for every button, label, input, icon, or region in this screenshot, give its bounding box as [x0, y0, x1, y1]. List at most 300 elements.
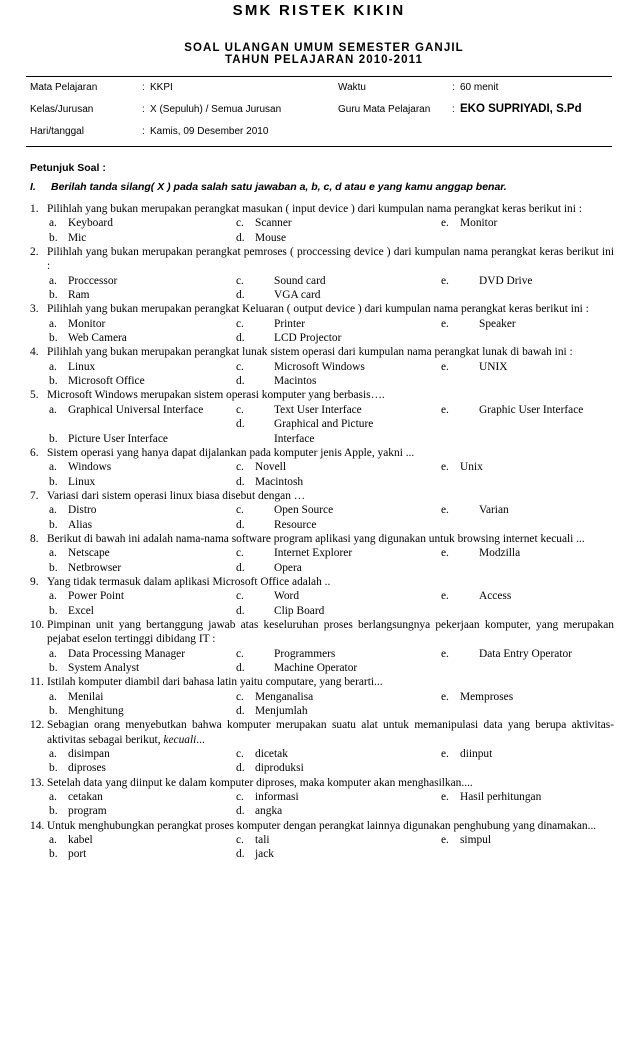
answer-option-d[interactable] — [236, 804, 283, 818]
question-list — [30, 202, 614, 862]
option-letter: e. — [441, 360, 449, 373]
answer-option-c[interactable] — [236, 833, 270, 847]
question-item — [30, 202, 614, 245]
answer-option-b[interactable] — [49, 231, 87, 245]
instructions-title: Petunjuk Soal : — [30, 162, 106, 174]
question-text — [47, 489, 614, 503]
answer-option-d[interactable] — [236, 475, 304, 489]
option-text: Sound card — [274, 274, 326, 287]
question-item — [30, 302, 614, 345]
option-text: Varian — [479, 504, 509, 517]
option-letter: d. — [236, 418, 245, 431]
answer-option-d[interactable] — [236, 561, 302, 575]
answer-option-c[interactable] — [236, 589, 300, 603]
question-line — [30, 675, 614, 689]
option-letter: e. — [441, 748, 449, 761]
answer-option-d[interactable] — [236, 704, 308, 718]
answer-option-c[interactable] — [236, 317, 306, 331]
question-text — [47, 388, 614, 402]
question-line — [30, 202, 614, 216]
answer-option-a[interactable] — [49, 790, 103, 804]
question-number: 14. — [30, 819, 45, 832]
option-letter: e. — [441, 547, 449, 560]
answer-option-b[interactable] — [49, 847, 87, 861]
option-text: disimpan — [68, 748, 110, 761]
answer-option-e[interactable] — [441, 460, 483, 474]
colon: : — [452, 82, 455, 93]
question-line — [30, 776, 614, 790]
option-letter: c. — [236, 690, 244, 703]
option-letter: b. — [49, 475, 58, 488]
question-text — [47, 345, 614, 359]
option-text: Speaker — [479, 317, 516, 330]
question-item — [30, 675, 614, 718]
answer-option-e[interactable] — [441, 216, 498, 230]
class-value: X (Sepuluh) / Semua Jurusan — [150, 104, 282, 115]
option-letter: c. — [236, 274, 244, 287]
option-text: Picture User Interface — [68, 432, 168, 445]
answer-option-b[interactable] — [49, 331, 127, 345]
class-label: Kelas/Jurusan — [30, 104, 94, 115]
answer-option-c[interactable] — [236, 647, 336, 661]
option-text: Graphical and Picture Interface — [274, 418, 374, 445]
option-letter: e. — [441, 834, 449, 847]
option-letter: e. — [441, 461, 449, 474]
option-letter: a. — [49, 690, 57, 703]
option-letter: c. — [236, 360, 244, 373]
answer-option-a[interactable] — [49, 503, 97, 517]
option-text: informasi — [255, 791, 299, 804]
question-text — [47, 302, 614, 316]
question-number: 5. — [30, 389, 39, 402]
answer-option-b[interactable] — [49, 661, 140, 675]
answer-option-b[interactable] — [49, 288, 90, 302]
answer-option-a[interactable] — [49, 589, 125, 603]
answer-option-a[interactable] — [49, 216, 113, 230]
option-text: Linux — [68, 475, 96, 488]
answer-option-d[interactable] — [236, 288, 321, 302]
option-letter: c. — [236, 748, 244, 761]
option-text: Access — [479, 590, 512, 603]
question-text-main: Sistem operasi yang hanya dapat dijalankan pada komputer jenis Apple, yakni ... — [47, 446, 415, 459]
colon: : — [142, 126, 145, 137]
option-letter: e. — [441, 217, 449, 230]
option-text: Data Processing Manager — [68, 647, 186, 660]
answer-options — [30, 589, 614, 618]
answer-option-e[interactable] — [441, 589, 512, 603]
option-text: diproduksi — [255, 762, 304, 775]
answer-option-e[interactable] — [441, 833, 492, 847]
answer-option-e[interactable] — [441, 790, 542, 804]
question-text-main: Untuk menghubungkan perangkat proses komputer dengan perangkat lainnya digunakan penghubung yang dinamakan... — [47, 819, 597, 832]
question-text-emphasis: kecuali — [163, 733, 197, 746]
option-text: Text User Interface — [274, 403, 362, 416]
question-text-main: Pimpinan unit yang bertanggung jawab atas keseluruhan proses berlangsungnya pekerjaan komputer, yang merupakan pejabat eselon tertinggi dibidang IT : — [47, 618, 614, 646]
answer-option-d[interactable] — [236, 661, 358, 675]
question-text — [47, 618, 614, 647]
option-text: Excel — [68, 604, 94, 617]
option-text: Macintos — [274, 375, 317, 388]
option-letter: c. — [236, 834, 244, 847]
option-letter: a. — [49, 791, 57, 804]
option-text: Microsoft Windows — [274, 360, 365, 373]
option-text: LCD Projector — [274, 332, 342, 345]
option-text: Clip Board — [274, 604, 325, 617]
time-value: 60 menit — [460, 82, 499, 93]
answer-options — [30, 690, 614, 719]
option-text: kabel — [68, 834, 93, 847]
answer-option-a[interactable] — [49, 833, 93, 847]
answer-option-a[interactable] — [49, 274, 118, 288]
option-letter: d. — [236, 848, 245, 861]
option-letter: d. — [236, 705, 245, 718]
instruction-line — [30, 181, 507, 193]
header-divider-top — [26, 76, 612, 77]
option-text: Monitor — [68, 317, 106, 330]
answer-option-c[interactable] — [236, 790, 299, 804]
question-text — [47, 776, 614, 790]
answer-option-e[interactable] — [441, 647, 572, 661]
option-letter: c. — [236, 647, 244, 660]
question-line — [30, 575, 614, 589]
answer-option-d[interactable] — [236, 604, 325, 618]
option-text: cetakan — [68, 791, 103, 804]
question-text-main: Berikut di bawah ini adalah nama-nama software program aplikasi yang digunakan untuk browsing internet kecuali ... — [47, 532, 585, 545]
question-line — [30, 489, 614, 503]
answer-option-d[interactable] — [236, 231, 287, 245]
option-text: Hasil perhitungan — [460, 791, 542, 804]
question-line — [30, 618, 614, 647]
option-letter: e. — [441, 791, 449, 804]
answer-options — [30, 790, 614, 819]
answer-options — [30, 403, 614, 446]
answer-option-b[interactable] — [49, 374, 145, 388]
question-item — [30, 388, 614, 445]
colon: : — [142, 82, 145, 93]
option-text: Open Source — [274, 504, 334, 517]
answer-option-d[interactable] — [236, 518, 317, 532]
answer-options — [30, 216, 614, 245]
option-letter: c. — [236, 547, 244, 560]
answer-option-c[interactable] — [236, 690, 314, 704]
answer-options — [30, 833, 614, 862]
option-text: Data Entry Operator — [479, 647, 572, 660]
answer-option-c[interactable] — [236, 216, 292, 230]
answer-option-a[interactable] — [49, 360, 96, 374]
option-letter: b. — [49, 848, 58, 861]
option-letter: d. — [236, 662, 245, 675]
colon: : — [142, 104, 145, 115]
answer-option-c[interactable] — [236, 403, 362, 417]
teacher-value: EKO SUPRIYADI, S.Pd — [460, 103, 582, 115]
option-text: Proccessor — [68, 274, 118, 287]
answer-option-d[interactable] — [236, 331, 342, 345]
teacher-label: Guru Mata Pelajaran — [338, 104, 431, 115]
option-text: Internet Explorer — [274, 547, 353, 560]
option-text: DVD Drive — [479, 274, 533, 287]
colon: : — [452, 104, 455, 115]
option-letter: b. — [49, 705, 58, 718]
answer-options — [30, 274, 614, 303]
question-line — [30, 446, 614, 460]
question-number: 2. — [30, 246, 39, 259]
option-text: diproses — [68, 762, 106, 775]
question-text — [47, 675, 614, 689]
answer-option-b[interactable] — [49, 804, 107, 818]
question-text — [47, 575, 614, 589]
option-letter: e. — [441, 647, 449, 660]
question-number: 11. — [30, 676, 44, 689]
instruction-text: Berilah tanda silang( X ) pada salah satu jawaban a, b, c, d atau e yang kamu anggap benar. — [51, 181, 507, 193]
exam-title-block — [0, 42, 638, 66]
question-text-main: Setelah data yang diinput ke dalam komputer diproses, maka komputer akan menghasilkan.... — [47, 776, 473, 789]
question-number: 13. — [30, 776, 45, 789]
question-line — [30, 345, 614, 359]
option-text: Alias — [68, 518, 93, 531]
answer-option-a[interactable] — [49, 546, 110, 560]
option-letter: d. — [236, 561, 245, 574]
option-letter: d. — [236, 231, 245, 244]
answer-option-c[interactable] — [236, 503, 334, 517]
answer-option-a[interactable] — [49, 690, 104, 704]
question-text-main: Sebagian orang menyebutkan bahwa komputer merupakan suatu alat untuk memanipulasi data yang berupa aktivitas-aktivitas sebagai berikut, — [47, 719, 614, 746]
option-letter: a. — [49, 461, 57, 474]
answer-option-a[interactable] — [49, 317, 106, 331]
question-text-main: Yang tidak termasuk dalam aplikasi Microsoft Office adalah .. — [47, 575, 331, 588]
option-text: angka — [255, 805, 283, 818]
question-text-main: Variasi dari sistem operasi linux biasa disebut dengan … — [47, 489, 306, 502]
answer-options — [30, 647, 614, 676]
option-text: Web Camera — [68, 332, 127, 345]
option-letter: a. — [49, 748, 57, 761]
date-value: Kamis, 09 Desember 2010 — [150, 126, 269, 137]
option-text: Word — [274, 590, 300, 603]
option-text: Netscape — [68, 547, 110, 560]
answer-option-c[interactable] — [236, 546, 353, 560]
option-text: Distro — [68, 504, 97, 517]
answer-option-b[interactable] — [49, 561, 122, 575]
info-row-subject — [0, 82, 638, 96]
answer-option-e[interactable] — [441, 317, 516, 331]
option-text: Opera — [274, 561, 302, 574]
option-text: Microsoft Office — [68, 375, 145, 388]
question-line — [30, 718, 614, 747]
option-letter: b. — [49, 332, 58, 345]
option-text: program — [68, 805, 107, 818]
answer-option-b[interactable] — [49, 518, 93, 532]
answer-option-a[interactable] — [49, 747, 110, 761]
option-text: Netbrowser — [68, 561, 122, 574]
option-letter: b. — [49, 662, 58, 675]
option-letter: b. — [49, 518, 58, 531]
option-letter: d. — [236, 518, 245, 531]
option-text: Graphical Universal Interface — [68, 403, 204, 416]
question-text-main: Pilihlah yang bukan merupakan perangkat Keluaran ( output device ) dari kumpulan nama perangkat keras berikut ini : — [47, 303, 589, 316]
question-item — [30, 489, 614, 532]
answer-option-e[interactable] — [441, 503, 509, 517]
option-letter: a. — [49, 834, 57, 847]
question-number: 1. — [30, 203, 39, 215]
answer-option-e[interactable] — [441, 546, 521, 560]
option-letter: b. — [49, 231, 58, 244]
question-number: 6. — [30, 446, 39, 459]
option-text: VGA card — [274, 289, 321, 302]
header-divider-bottom — [26, 146, 612, 147]
answer-option-a[interactable] — [49, 647, 186, 661]
answer-option-d[interactable] — [236, 847, 274, 861]
question-item — [30, 446, 614, 489]
question-text-main: Pilihlah yang bukan merupakan perangkat lunak sistem operasi dari kumpulan nama perangkat lunak di bawah ini : — [47, 346, 573, 359]
question-text — [47, 532, 614, 546]
option-text: Unix — [460, 461, 483, 474]
question-number: 4. — [30, 346, 39, 359]
question-line — [30, 819, 614, 833]
question-number: 10. — [30, 618, 45, 631]
option-text: Resource — [274, 518, 317, 531]
question-line — [30, 532, 614, 546]
option-letter: c. — [236, 504, 244, 517]
answer-option-a[interactable] — [49, 460, 112, 474]
option-letter: b. — [49, 432, 58, 445]
option-text: UNIX — [479, 360, 508, 373]
answer-option-b[interactable] — [49, 432, 168, 446]
option-letter: a. — [49, 403, 57, 416]
question-item — [30, 245, 614, 302]
answer-option-e[interactable] — [441, 274, 533, 288]
option-text: Ram — [68, 289, 90, 302]
option-text: tali — [255, 834, 270, 847]
question-number: 3. — [30, 303, 39, 316]
question-line — [30, 302, 614, 316]
option-text: Menganalisa — [255, 690, 314, 703]
subject-label: Mata Pelajaran — [30, 82, 98, 93]
answer-options — [30, 360, 614, 389]
question-text-main: Pilihlah yang bukan merupakan perangkat masukan ( input device ) dari kumpulan nama perangkat keras berikut ini : — [47, 203, 582, 215]
option-letter: d. — [236, 805, 245, 818]
instruction-number: I. — [30, 181, 36, 193]
answer-option-c[interactable] — [236, 274, 326, 288]
option-text: diinput — [460, 748, 493, 761]
option-letter: c. — [236, 217, 244, 230]
option-text: Graphic User Interface — [479, 403, 584, 416]
answer-options — [30, 546, 614, 575]
option-letter: e. — [441, 274, 449, 287]
question-line — [30, 388, 614, 402]
answer-option-e[interactable] — [441, 747, 493, 761]
question-item — [30, 819, 614, 862]
option-text: Windows — [68, 461, 112, 474]
answer-option-c[interactable] — [236, 747, 288, 761]
answer-option-d[interactable] — [236, 374, 317, 388]
answer-option-d[interactable] — [236, 761, 304, 775]
option-letter: b. — [49, 805, 58, 818]
option-letter: e. — [441, 403, 449, 416]
question-item — [30, 575, 614, 618]
answer-option-b[interactable] — [49, 475, 96, 489]
option-letter: b. — [49, 762, 58, 775]
option-text: Menjumlah — [255, 705, 308, 718]
question-number: 12. — [30, 719, 45, 732]
question-text — [47, 819, 614, 833]
answer-option-b[interactable] — [49, 761, 106, 775]
academic-year: TAHUN PELAJARAN 2010-2011 — [225, 54, 423, 66]
answer-option-c[interactable] — [236, 460, 287, 474]
option-text: port — [68, 848, 87, 861]
question-text-main: Pilihlah yang bukan merupakan perangkat pemroses ( proccessing device ) dari kumpulan nama perangkat keras berikut ini : — [47, 246, 614, 273]
answer-options — [30, 317, 614, 346]
option-letter: b. — [49, 561, 58, 574]
question-text-main: Microsoft Windows merupakan sistem operasi komputer yang berbasis…. — [47, 389, 385, 402]
option-text: dicetak — [255, 748, 288, 761]
question-item — [30, 532, 614, 575]
option-text: Power Point — [68, 590, 125, 603]
answer-option-e[interactable] — [441, 360, 508, 374]
answer-option-b[interactable] — [49, 604, 94, 618]
option-text: Mouse — [255, 231, 287, 244]
question-text — [47, 245, 614, 274]
answer-option-a[interactable] — [49, 403, 204, 417]
option-letter: a. — [49, 360, 57, 373]
option-letter: d. — [236, 375, 245, 388]
info-row-date — [0, 126, 638, 140]
option-letter: a. — [49, 547, 57, 560]
answer-option-d[interactable] — [236, 417, 374, 445]
question-item — [30, 618, 614, 675]
school-name: SMK RISTEK KIKIN — [232, 2, 406, 19]
option-letter: a. — [49, 504, 57, 517]
option-text: Monitor — [460, 217, 498, 230]
answer-option-e[interactable] — [441, 403, 584, 417]
option-letter: e. — [441, 690, 449, 703]
option-letter: c. — [236, 590, 244, 603]
option-letter: a. — [49, 317, 57, 330]
question-text: Sebagian orang menyebutkan bahwa komputer merupakan suatu alat untuk memanipulasi data yang berupa aktivitas-aktivitas sebagai berikut, kecuali... — [47, 719, 614, 746]
option-letter: b. — [49, 375, 58, 388]
option-letter: a. — [49, 647, 57, 660]
answer-options — [30, 460, 614, 489]
option-letter: e. — [441, 317, 449, 330]
question-item — [30, 718, 614, 775]
option-text: Memproses — [460, 690, 514, 703]
option-text: Novell — [255, 461, 287, 474]
option-text: System Analyst — [68, 662, 140, 675]
option-text: jack — [255, 848, 274, 861]
option-text: Macintosh — [255, 475, 304, 488]
option-letter: d. — [236, 762, 245, 775]
option-text: Keyboard — [68, 217, 113, 230]
answer-option-b[interactable] — [49, 704, 124, 718]
option-letter: d. — [236, 332, 245, 345]
date-label: Hari/tanggal — [30, 126, 84, 137]
option-letter: d. — [236, 604, 245, 617]
answer-option-c[interactable] — [236, 360, 365, 374]
option-letter: d. — [236, 475, 245, 488]
question-text — [47, 202, 614, 216]
option-letter: a. — [49, 590, 57, 603]
option-text: Programmers — [274, 647, 336, 660]
answer-option-e[interactable] — [441, 690, 514, 704]
option-text: Modzilla — [479, 547, 521, 560]
option-letter: c. — [236, 791, 244, 804]
question-item — [30, 776, 614, 819]
info-row-class — [0, 104, 638, 118]
option-letter: c. — [236, 317, 244, 330]
option-letter: c. — [236, 461, 244, 474]
answer-options — [30, 747, 614, 776]
option-text: Linux — [68, 360, 96, 373]
option-letter: a. — [49, 217, 57, 230]
question-text-main: Istilah komputer diambil dari bahasa latin yaitu computare, yang berarti... — [47, 676, 383, 689]
